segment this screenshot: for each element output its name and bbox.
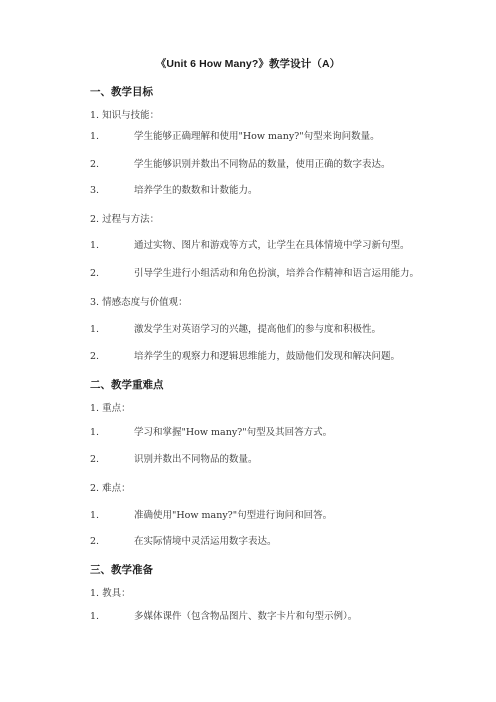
subheading-difficult-points: 2. 难点：	[90, 483, 131, 494]
list-item	[90, 265, 419, 279]
list-item-number: 2.	[90, 159, 100, 170]
list-item	[90, 608, 357, 622]
list-item-text: 培养学生的观察力和逻辑思维能力，鼓励他们发现和解决问题。	[134, 351, 401, 362]
list-item-text: 在实际情境中灵活运用数字表达。	[134, 536, 277, 547]
list-item-number: 1.	[90, 240, 100, 251]
list-item-text: 学生能够识别并数出不同物品的数量，使用正确的数字表达。	[134, 159, 391, 170]
list-item-number: 1.	[90, 131, 100, 142]
list-item-text: 激发学生对英语学习的兴趣，提高他们的参与度和积极性。	[134, 324, 382, 335]
list-item-text: 通过实物、图片和游戏等方式，让学生在具体情境中学习新句型。	[134, 240, 410, 251]
list-item	[90, 424, 332, 438]
list-item-number: 1.	[90, 510, 100, 521]
subheading-key-points: 1. 重点：	[90, 403, 131, 414]
subheading-attitude: 3. 情感态度与价值观：	[90, 297, 188, 308]
list-item-text: 学生能够正确理解和使用"How many?"句型来询问数量。	[134, 131, 380, 142]
document-title: 《Unit 6 How Many?》教学设计（A）	[155, 58, 341, 70]
list-item	[90, 128, 380, 142]
list-item	[90, 533, 277, 547]
list-item-text: 识别并数出不同物品的数量。	[134, 454, 258, 465]
section-heading-focus: 二、教学重难点	[90, 379, 164, 391]
list-item	[90, 182, 258, 196]
subheading-process: 2. 过程与方法：	[90, 214, 160, 225]
section-heading-goals: 一、教学目标	[90, 86, 153, 98]
list-item-text: 学习和掌握"How many?"句型及其回答方式。	[134, 427, 333, 438]
subheading-knowledge: 1. 知识与技能：	[90, 110, 160, 121]
list-item	[90, 451, 258, 465]
list-item-text: 准确使用"How many?"句型进行询问和回答。	[134, 510, 333, 521]
subheading-tools: 1. 教具：	[90, 588, 131, 599]
list-item-number: 2.	[90, 351, 100, 362]
list-item-number: 1.	[90, 611, 100, 622]
list-item-text: 引导学生进行小组活动和角色扮演，培养合作精神和语言运用能力。	[134, 268, 420, 279]
list-item	[90, 237, 410, 251]
list-item	[90, 348, 400, 362]
list-item-text: 多媒体课件（包含物品图片、数字卡片和句型示例）。	[134, 611, 358, 622]
section-heading-prep: 三、教学准备	[90, 564, 153, 576]
list-item-number: 1.	[90, 324, 100, 335]
list-item-number: 2.	[90, 454, 100, 465]
list-item	[90, 507, 332, 521]
list-item	[90, 156, 391, 170]
list-item-number: 1.	[90, 427, 100, 438]
list-item-number: 2.	[90, 536, 100, 547]
list-item-text: 培养学生的数数和计数能力。	[134, 185, 258, 196]
list-item-number: 3.	[90, 185, 100, 196]
list-item	[90, 321, 381, 335]
list-item-number: 2.	[90, 268, 100, 279]
